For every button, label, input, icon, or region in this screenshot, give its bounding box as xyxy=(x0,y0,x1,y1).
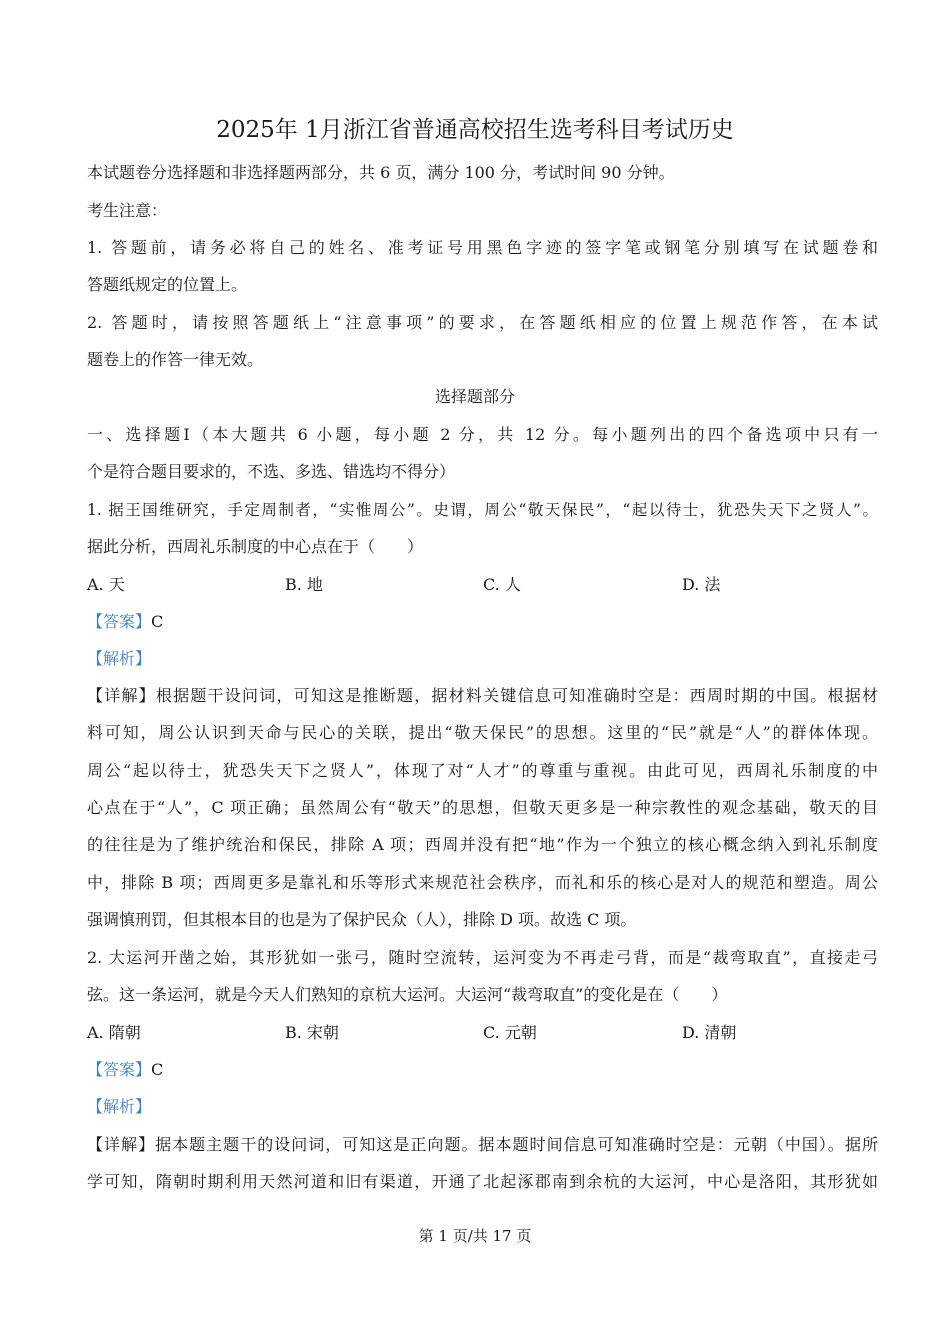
q1-detail-line-7: 强调慎刑罚，但其根本目的也是为了保护民众（人），排除 D 项。故选 C 项。 xyxy=(87,910,637,929)
answer-value: C xyxy=(151,1060,164,1079)
q1-option-a: A. 天 xyxy=(87,575,125,594)
q2-option-a: A. 隋朝 xyxy=(87,1023,141,1042)
notice-2-line-1: 2. 答题时，请按照答题纸上“注意事项”的要求，在答题纸相应的位置上规范作答，在本试 xyxy=(87,313,878,332)
answer-label: 【答案】 xyxy=(87,612,152,631)
q1-detail-line-4: 心点在于“人”，C 项正确；虽然周公有“敬天”的思想，但敬天更多是一种宗教性的观念基础，敬天的目 xyxy=(87,798,878,817)
q2-option-b: B. 宋朝 xyxy=(285,1023,339,1042)
q1-option-d: D. 法 xyxy=(682,575,721,594)
q1-analysis-label: 【解析】 xyxy=(87,649,152,668)
q1-detail-line-5: 的往往是为了维护统治和保民，排除 A 项；西周并没有把“地”作为一个独立的核心概念纳入到礼乐制度 xyxy=(87,835,878,854)
q1-detail-line-6: 中，排除 B 项；西周更多是靠礼和乐等形式来规范社会秩序，而礼和乐的核心是对人的规范和塑造。周公 xyxy=(87,873,878,892)
detail-label: 【详解】 xyxy=(87,1135,156,1154)
page-footer: 第 1 页/共 17 页 xyxy=(418,1227,532,1245)
detail-label: 【详解】 xyxy=(87,686,156,705)
answer-value: C xyxy=(151,612,164,631)
section-title: 选择题部分 xyxy=(434,387,515,406)
q2-stem-line-2: 弦。这一条运河，就是今天人们熟知的京杭大运河。大运河“裁弯取直”的变化是在（ ） xyxy=(87,985,728,1004)
section-desc-line-2: 个是符合题目要求的，不选、多选、错选均不得分） xyxy=(87,462,456,481)
page-title: 2025年 1月浙江省普通高校招生选考科目考试历史 xyxy=(216,117,734,143)
q2-detail-line-1 xyxy=(87,1133,878,1157)
intro-text: 本试题卷分选择题和非选择题两部分，共 6 页，满分 100 分，考试时间 90 分钟。 xyxy=(87,163,675,182)
q2-analysis-label: 【解析】 xyxy=(87,1097,152,1116)
q2-stem-line-1: 2. 大运河开凿之始，其形犹如一张弓，随时空流转，运河变为不再走弓背，而是“裁弯取直”，直接走弓 xyxy=(87,948,878,967)
answer-label: 【答案】 xyxy=(87,1060,152,1079)
q1-option-c: C. 人 xyxy=(483,575,521,594)
q1-detail-line-1 xyxy=(87,684,878,708)
q1-stem-line-2: 据此分析，西周礼乐制度的中心点在于（ ） xyxy=(87,537,424,556)
detail-text: 据本题主题干的设问词，可知这是正向题。据本题时间信息可知准确时空是：元朝（中国）。据所 xyxy=(155,1135,878,1154)
notice-heading: 考生注意： xyxy=(87,201,168,220)
q1-answer xyxy=(87,610,878,634)
section-desc-line-1: 一、选择题Ⅰ（本大题共 6 小题，每小题 2 分，共 12 分。每小题列出的四个备选项中只有一 xyxy=(87,425,878,444)
q2-detail-line-2: 学可知，隋朝时期利用天然河道和旧有渠道，开通了北起涿郡南到余杭的大运河，中心是洛阳，其形犹如 xyxy=(87,1172,878,1191)
notice-1-line-2: 答题纸规定的位置上。 xyxy=(87,275,248,294)
q1-option-b: B. 地 xyxy=(285,575,323,594)
notice-1-line-1: 1. 答题前，请务必将自己的姓名、准考证号用黑色字迹的签字笔或钢笔分别填写在试题卷和 xyxy=(87,238,878,257)
q2-option-d: D. 清朝 xyxy=(682,1023,737,1042)
notice-2-line-2: 题卷上的作答一律无效。 xyxy=(87,350,264,369)
detail-text: 根据题干设问词，可知这是推断题，据材料关键信息可知准确时空是：西周时期的中国。根据材 xyxy=(155,686,878,705)
q2-option-c: C. 元朝 xyxy=(483,1023,537,1042)
q1-detail-line-2: 料可知，周公认识到天命与民心的关联，提出“敬天保民”的思想。这里的“民”就是“人”的群体体现。 xyxy=(87,723,878,742)
q2-answer xyxy=(87,1058,878,1082)
q1-stem-line-1: 1. 据王国维研究，手定周制者，“实惟周公”。史谓，周公“敬天保民”，“起以待士，犹恐失天下之贤人”。 xyxy=(87,501,878,519)
q1-detail-line-3: 周公“起以待士，犹恐失天下之贤人”，体现了对“人才”的尊重与重视。由此可见，西周礼乐制度的中 xyxy=(87,761,878,780)
